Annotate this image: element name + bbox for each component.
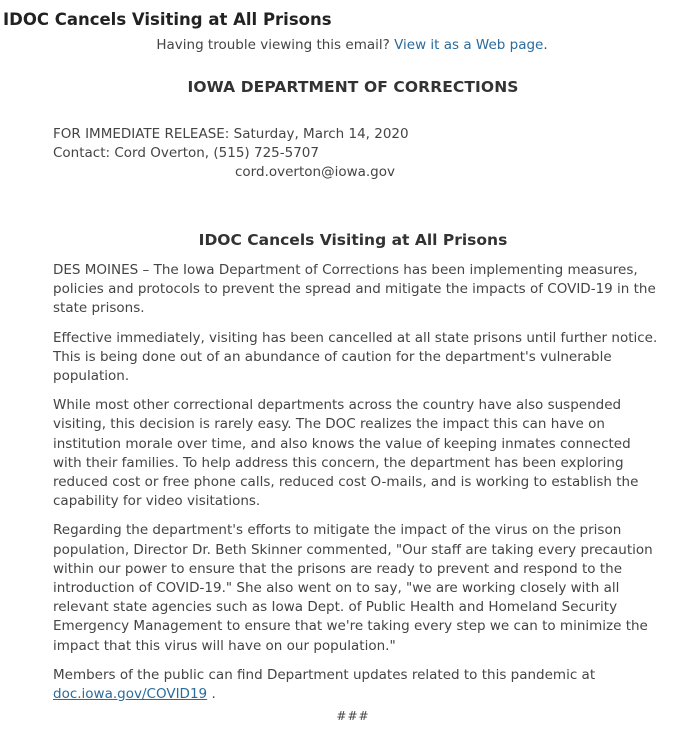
body-paragraph: DES MOINES – The Iowa Department of Corrections has been implementing measures, policies and protocols to prevent the spread and mitigate the impacts of COVID-19 in the state prisons. [53,262,656,317]
email-subject: IDOC Cancels Visiting at All Prisons [3,10,332,29]
organization-name: IOWA DEPARTMENT OF CORRECTIONS [187,78,519,96]
release-date-line: FOR IMMEDIATE RELEASE: Saturday, March 14, 2020 [53,126,409,142]
body-paragraph: While most other correctional departments across the country have also suspended visiting, this decision is rarely easy. The DOC realizes the impact this can have on institution morale over time, and also knows the value of keeping inmates connected with their families. To help address this concern, the department has been exploring reduced cost or free phone calls, reduced cost O-mails, and is working to establish the capability for video visitations. [53,397,639,510]
covid19-updates-link[interactable]: doc.iowa.gov/COVID19 [53,686,208,703]
contact-line: Contact: Cord Overton, (515) 725-5707 [53,145,319,161]
closing-paragraph-suffix: . [211,686,216,703]
view-web-page-link[interactable]: View it as a Web page [394,37,544,53]
press-release-headline: IDOC Cancels Visiting at All Prisons [198,231,508,249]
trouble-suffix: . [543,37,548,53]
release-info [53,125,409,182]
body-paragraph: Regarding the department's efforts to mitigate the impact of the virus on the prison population, Director Dr. Beth Skinner commented, "Our staff are taking every precaution within our power to ensure that the prisons are ready to prevent and respond to the introduction of COVID-19." She also went on to say, "we are working closely with all relevant state agencies such as Iowa Dept. of Public Health and Homeland Security Emergency Management to ensure that we're taking every step we can to minimize the impact that this virus will have on our population." [53,522,653,654]
web-view-notice [0,37,688,53]
press-release-body [53,261,663,714]
contact-email: cord.overton@iowa.gov [235,164,396,180]
closing-paragraph-text: Members of the public can find Department updates related to this pandemic at [53,666,596,683]
trouble-text: Having trouble viewing this email? [156,37,390,53]
closing-paragraph [53,666,663,704]
body-paragraph: Effective immediately, visiting has been cancelled at all state prisons until further notice. This is being done out of an abundance of caution for the department's vulnerable population. [53,329,658,385]
end-of-release-mark: ### [336,709,370,723]
